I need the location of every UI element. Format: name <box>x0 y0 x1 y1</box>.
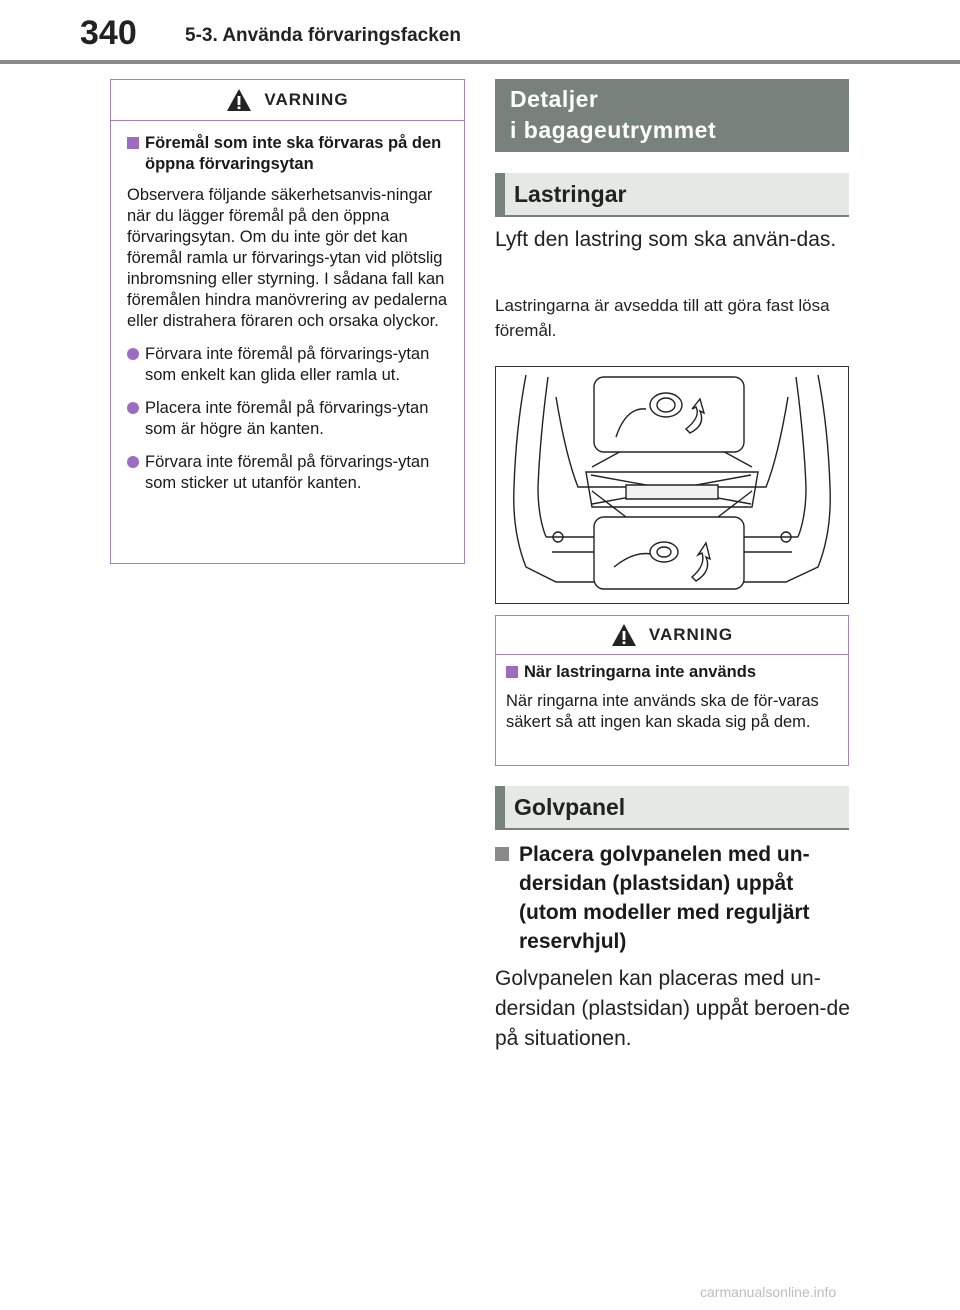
warning-bullet-text: Förvara inte föremål på förvarings-ytan som enkelt kan glida eller ramla ut. <box>145 345 430 384</box>
square-bullet-icon <box>506 666 518 678</box>
round-bullet-icon <box>127 348 139 360</box>
heading-lastringar: Lastringar <box>495 173 849 217</box>
main-heading-line2: i bagageutrymmet <box>510 117 717 143</box>
warning-subheading <box>127 133 450 175</box>
warning-title: VARNING <box>264 90 349 109</box>
golvpanel-subheading <box>495 840 855 956</box>
warning-title: VARNING <box>648 625 734 644</box>
round-bullet-icon <box>127 402 139 414</box>
warning-bullet <box>127 452 450 494</box>
golvpanel-description: Golvpanelen kan placeras med un-dersidan (plastsidan) uppåt beroen-de på situationen. <box>495 967 850 1050</box>
warning-box-storage <box>110 79 465 564</box>
warning-subheading <box>506 662 836 683</box>
warning-box-rings <box>495 615 849 766</box>
warning-body <box>496 655 848 741</box>
instruction-lift-ring: Lyft den lastring som ska använ-das. <box>495 228 837 251</box>
warning-subheading-text: Föremål som inte ska förvaras på den öppna förvaringsytan <box>145 134 442 173</box>
warning-text: Observera följande säkerhetsanvis-ningar när du lägger föremål på den öppna förvaringsytan. Om du inte gör det kan föremål ramla ur förvarings-ytan vid plötslig inbromsning eller styrning. I sådana fall kan föremålen hindra manövrering av pedalerna eller distrahera föraren och orsaka olyckor. <box>127 186 448 330</box>
cargo-ring-illustration <box>496 367 848 603</box>
square-bullet-icon <box>495 847 509 861</box>
page-header <box>0 0 960 70</box>
main-heading-line1: Detaljer <box>510 86 599 112</box>
round-bullet-icon <box>127 456 139 468</box>
warning-body <box>111 121 464 516</box>
section-title: 5-3. Använda förvaringsfacken <box>185 25 461 46</box>
page-number: 340 <box>80 14 137 52</box>
heading-golvpanel: Golvpanel <box>495 786 849 830</box>
warning-text: När ringarna inte används ska de för-varas säkert så att ingen kan skada sig på dem. <box>506 692 819 731</box>
warning-bullet-text: Förvara inte föremål på förvarings-ytan som sticker ut utanför kanten. <box>145 453 430 492</box>
warning-bullet <box>127 344 450 386</box>
main-heading <box>495 79 849 152</box>
warning-bullet <box>127 398 450 440</box>
warning-header <box>496 616 848 655</box>
cargo-area-illustration <box>495 366 849 604</box>
warning-subheading-text: När lastringarna inte används <box>524 663 756 681</box>
warning-bullet-text: Placera inte föremål på förvarings-ytan som är högre än kanten. <box>145 399 429 438</box>
warning-triangle-icon <box>226 88 252 112</box>
lastringar-description: Lastringarna är avsedda till att göra fast lösa föremål. <box>495 296 830 340</box>
header-rule <box>0 60 960 64</box>
golvpanel-subheading-text: Placera golvpanelen med un-dersidan (plastsidan) uppåt (utom modeller med reguljärt reservhjul) <box>519 843 810 953</box>
warning-header <box>111 80 464 121</box>
square-bullet-icon <box>127 137 139 149</box>
warning-triangle-icon <box>611 623 637 647</box>
watermark: carmanualsonline.info <box>700 1284 837 1300</box>
